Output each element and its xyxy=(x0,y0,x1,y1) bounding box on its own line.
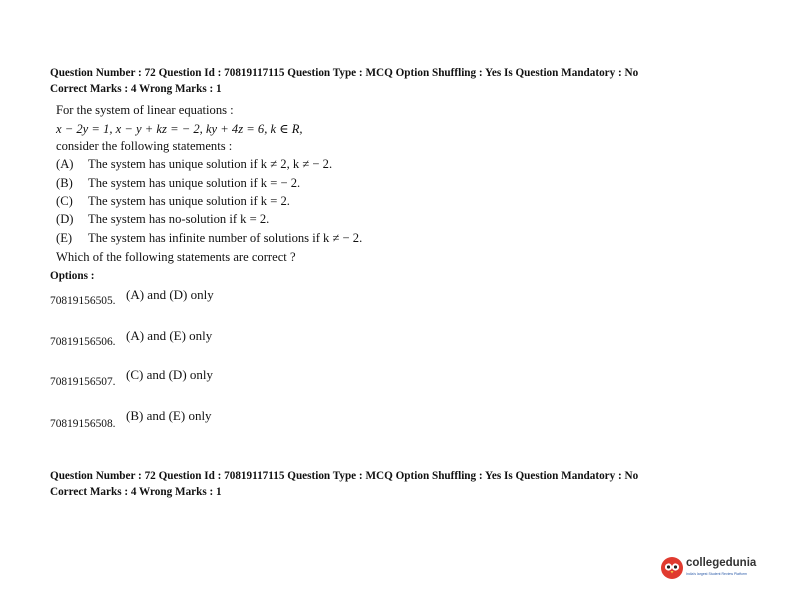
statement-text: The system has infinite number of solutions if k ≠ − 2. xyxy=(88,231,363,245)
logo-tagline: India's largest Student Review Platform xyxy=(686,572,747,576)
statement-label: (B) xyxy=(56,176,73,190)
logo-wordmark: collegedunia xyxy=(686,557,757,569)
statement-d xyxy=(56,212,269,227)
options-title: Options : xyxy=(50,270,95,282)
question-intro: For the system of linear equations : xyxy=(56,103,234,117)
owl-icon xyxy=(660,556,684,580)
equations-text: x − 2y = 1, x − y + kz = − 2, ky + 4z = 6, k ∈ R, xyxy=(56,122,303,136)
statement-label: (C) xyxy=(56,194,73,208)
option-text: (C) and (D) only xyxy=(126,367,214,382)
statement-a xyxy=(56,157,332,172)
statement-label: (E) xyxy=(56,231,73,245)
question-equations xyxy=(56,121,303,137)
statement-text: The system has unique solution if k = − 2. xyxy=(88,176,301,190)
question-consider: consider the following statements : xyxy=(56,139,233,153)
statement-text: The system has unique solution if k ≠ 2, k ≠ − 2. xyxy=(88,157,333,171)
option-id: 70819156506. xyxy=(50,336,116,348)
statement-c xyxy=(56,194,290,209)
option-id: 70819156507. xyxy=(50,376,116,388)
question-meta-line: Question Number : 72 Question Id : 70819117115 Question Type : MCQ Option Shuffling : Yes Is Question Mandatory : No xyxy=(50,67,639,79)
collegedunia-logo xyxy=(660,553,770,583)
question-meta-line: Question Number : 72 Question Id : 70819117115 Question Type : MCQ Option Shuffling : Yes Is Question Mandatory : No xyxy=(50,470,639,482)
marks-line: Correct Marks : 4 Wrong Marks : 1 xyxy=(50,83,222,95)
option-id: 70819156505. xyxy=(50,295,116,307)
statement-e xyxy=(56,231,362,246)
option-text: (B) and (E) only xyxy=(126,408,212,423)
statement-text: The system has unique solution if k = 2. xyxy=(88,194,290,208)
question-ask: Which of the following statements are correct ? xyxy=(56,250,296,264)
option-id: 70819156508. xyxy=(50,418,116,430)
option-text: (A) and (D) only xyxy=(126,287,214,302)
marks-line: Correct Marks : 4 Wrong Marks : 1 xyxy=(50,486,222,498)
statement-label: (A) xyxy=(56,157,74,171)
statement-text: The system has no-solution if k = 2. xyxy=(88,212,270,226)
option-text: (A) and (E) only xyxy=(126,328,213,343)
statement-label: (D) xyxy=(56,212,74,226)
statement-b xyxy=(56,176,300,191)
